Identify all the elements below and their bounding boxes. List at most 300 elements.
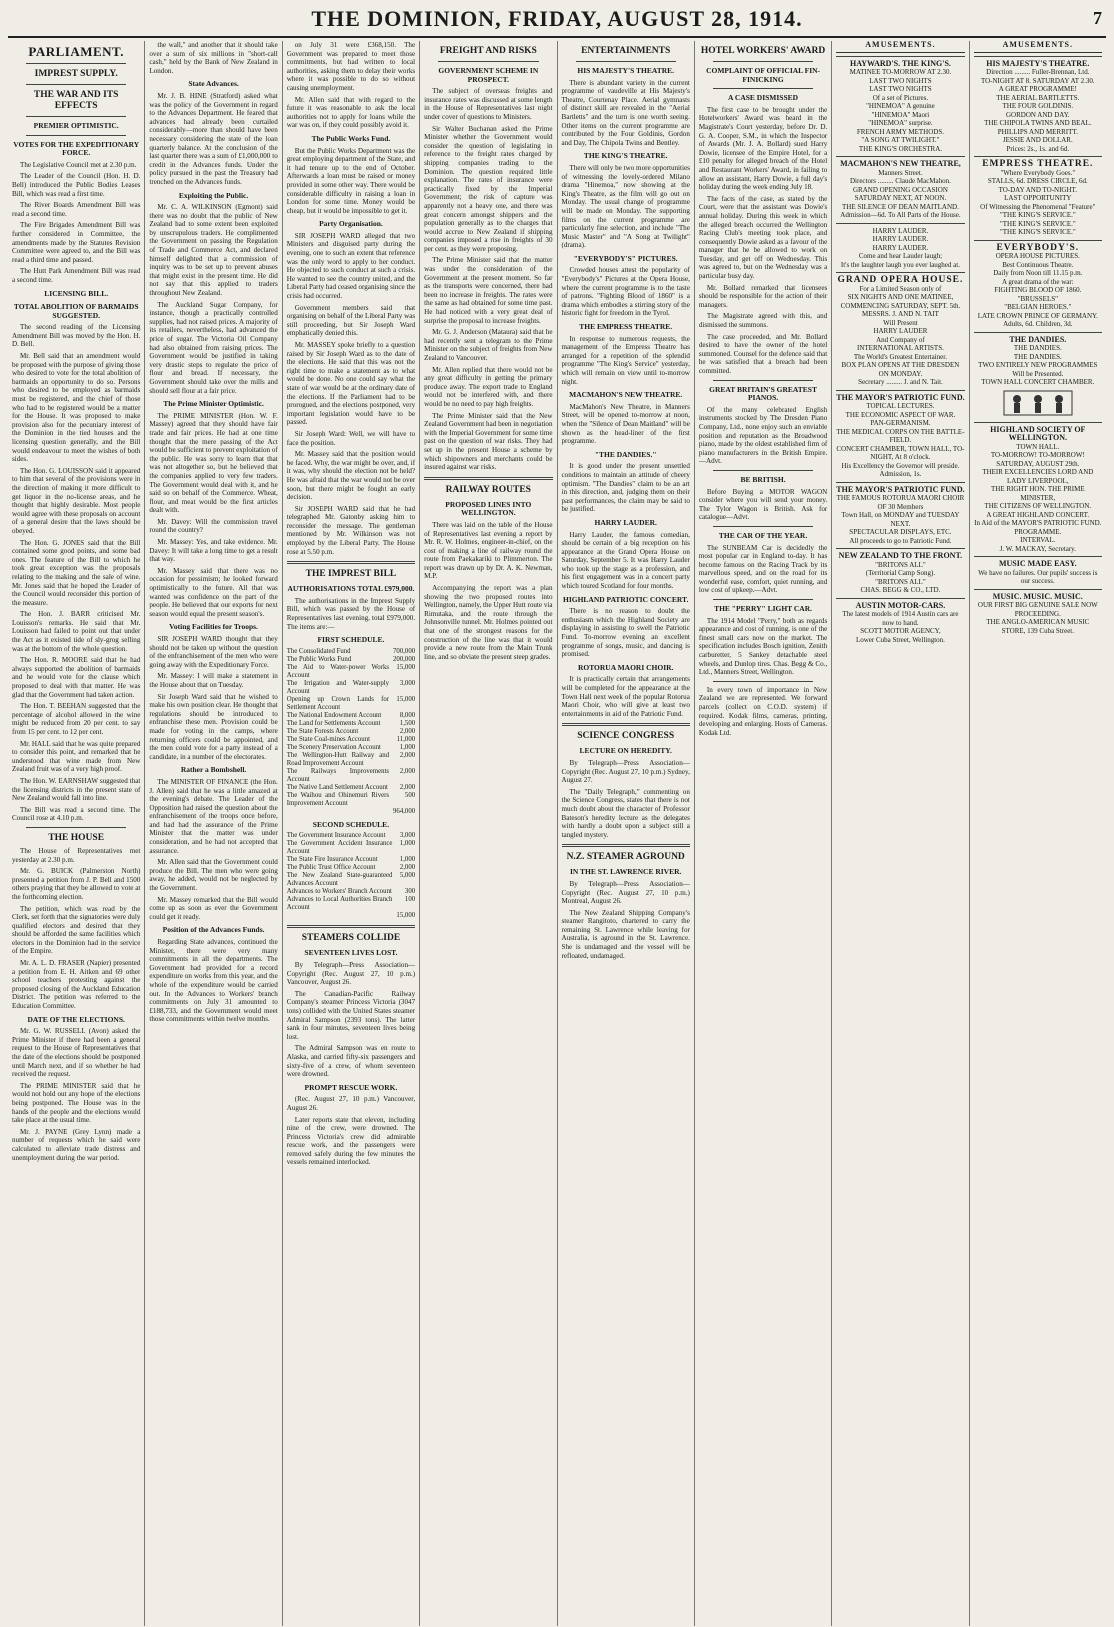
divider [26,827,126,828]
schedule-item: The Land for Settlements Account [286,719,381,727]
first-schedule-table [287,648,415,816]
schedule-item: The Waihou and Ohinemuri Rivers Improvement Account [286,791,390,807]
divider [713,470,813,471]
schedule-row [287,680,415,696]
section-header: AMUSEMENTS. [974,41,1102,53]
paragraph: Sir Walter Buchanan asked the Prime Minister whether the Government would consider the question of legislating in reference to the freight rates charged by shipping companies trading to the Dominion. The question required little explanation. The rates of insurance were practically fixed by the Imperial Government; the risk of capture was apparently not a heavy one, and there was great concern amongst shippers and the population generally as to the charges that would accrue to New Zealand if shipping companies imposed a rise in freights of 30 per cent. as they were proposing. [424,124,553,253]
divider [287,925,415,928]
schedule-item: The Native Land Settlement Account [286,783,388,791]
subhead: AUTHORISATIONS TOTAL £979,000. [287,584,415,594]
advert-music-sale [974,589,1102,639]
subhead: State Advances. [188,79,239,89]
advert-heading: THE DANDIES. [1009,334,1067,344]
paragraph: The subject of overseas freights and insurance rates was discussed at some length in the House of Representatives last night under cover of questions to Ministers. [424,87,553,121]
paragraph: Mr. Allen replied that there would not be any great difficulty in getting the primary produce away. The export trade to England would not be interfered with, and there would be no need to pay high freights. [424,365,553,408]
divider [26,63,126,64]
subhead: PROMPT RESCUE WORK. [304,1082,398,1092]
advert-line: THE FAMOUS ROTORUA MAORI CHOIR OF 30 Members [836,494,965,511]
schedule-row [287,648,415,656]
advert-line: "A SONG AT TWILIGHT." [861,136,940,145]
schedule-row [287,856,415,864]
subhead: GOVERNMENT SCHEME IN PROSPECT. [438,66,539,84]
advert-line: LATE CROWN PRINCE OF GERMANY. [977,311,1098,320]
schedule-item: The Government Accident Insurance Account [286,840,393,856]
paragraph: SIR JOSEPH WARD thought that they should not be taken up without the question of the enfranchisement of the men who were going away with the Expeditionary Force. [149,635,278,669]
advert-line: PROGRAMME. [1014,527,1062,536]
advert-line: CONCERT CHAMBER, TOWN HALL, TO-NIGHT, At 8 o'clock. [836,444,965,462]
advert-line: "BRITONS ALL" [875,577,926,586]
divider [576,61,676,62]
column-5 [558,41,695,1626]
schedule-amount: 2,000 [399,727,416,735]
advert-line: MESSRS. J. AND N. TAIT [861,310,939,319]
advert-heading: HIGHLAND SOCIETY OF WELLINGTON. [990,424,1086,443]
advert-line: THE DANDIES. [1013,344,1062,353]
subhead: PROPOSED LINES INTO WELLINGTON. [445,499,532,518]
advert-line: (Territorial Camp Song). [865,569,936,578]
schedule-item: The Irrigation and Water-supply Account [286,679,390,695]
schedule-amount: 3,000 [399,832,416,840]
schedule-row [287,832,415,840]
advert-lines [836,402,964,479]
advert-the-dandies [974,332,1102,422]
schedule-item: The Scenery Preservation Account [286,743,381,751]
paragraph: The first case to be brought under the Hotelworkers' Award was heard in the Magistrate's Court yesterday, before Dr. D. G. A. Cooper, S.M., in which the Inspector of Awards (Mr. J. A. Bollard) sued Harry Dowie, licensee of the Empire Hotel, for a £10 penalty for alleged breach of the Hotel and Restaurant Workers' Award, in failing to allow an assistant, Harry Dowie, a full day's holiday during the week ending July 18. [698,105,828,192]
schedule-item: The Government Insurance Account [286,832,386,840]
advert-heading: EVERYBODY'S. [996,242,1080,253]
advert-heading: EMPRESS THEATRE. [982,159,1094,170]
schedule-row [287,752,415,768]
paragraph: The Prime Minister said that the matter was under the consideration of the Government at the present moment. So far as the transports were concerned, there had been no increase in freights. The rates were the same as had obtained for some time past. He had noticed with a very great deal of surprise the proposal to increase freights. [424,256,553,325]
advert-lines [836,494,964,545]
schedule-item: Advances to Workers' Branch Account [286,888,392,896]
subhead: The Prime Minister Optimistic. [163,399,264,409]
subhead: HIGHLAND PATRIOTIC CONCERT. [563,594,689,604]
paragraph: Accompanying the report was a plan showing the two proposed routes into Wellington, namely, the Upper Hutt route via Rimutaka, and the route through the Johnsonville tunnel. Mr. Holmes pointed out that one of the strongest reasons for the construction of the line was that it would provide a new route from the Main Trunk line, and so obviate the present steep grades. [424,584,553,661]
schedule-row [287,872,415,888]
advert-austin-motor-cars [836,598,964,648]
paragraph: The SUNBEAM Car is decidedly the most popular car in England to-day. It has become famous on the Racing Track by its marvellous speed, and on the road for its wonderful ease, comfort, quiet running, and low cost of upkeep.—Advt. [698,543,828,595]
schedule-row [287,744,415,752]
schedule-total: 964,000 [393,807,416,815]
advert-line: GORDON AND DAY. [1006,110,1070,119]
schedule-item: The Public Trust Office Account [286,864,376,872]
page-number: 7 [1093,8,1102,28]
advert-line: HARRY LAUDER [873,327,928,336]
paragraph: Mr. Massey remarked that the Bill would come up as soon as ever the Government could get it ready. [149,895,278,921]
subhead: LECTURE ON HEREDITY. [579,746,672,756]
schedule-amount: 2,000 [399,864,416,872]
paragraph: There is no reason to doubt the enthusiasm which the Highland Society are displaying in assisting to swell the Patriotic Fund. To-morrow evening an excellent programme of songs, music, and dancing is promised. [561,607,690,659]
advert-line: The World's Greatest Entertainer. [853,352,947,361]
advert-his-majestys [974,56,1102,157]
advert-line: SATURDAY NEXT, AT NOON. [854,194,947,203]
schedule-row [287,720,415,728]
advert-line: THE ECONOMIC ASPECT OF WAR. [845,410,956,419]
paragraph: It is practically certain that arrangements will be completed for the appearance at the Town Hall next week of the popular Rotorua Maori Choir, who will give at least two entertainments in aid of the Patriotic Fund. [561,675,690,718]
subhead: ROTORUA MAORI CHOIR. [577,662,674,672]
advert-line: FIGHTING BLOOD OF 1860. [994,286,1082,295]
advert-line: Of Witnessing the Phenomenal "Feature" [980,202,1096,211]
schedule-amount: 100 [404,896,416,904]
second-schedule-table [287,832,415,920]
advert-lines [836,227,964,270]
advert-line: Of a set of Pictures. [872,93,929,102]
advert-line: Will be Presented. [1012,369,1064,378]
advert-line: THE RIGHT HON. THE PRIME MINISTER, [990,485,1085,502]
schedule-item: The State Coal-mines Account [286,735,370,743]
advert-line: THE CHIPOLA TWINS AND BEAL. [984,119,1092,128]
paragraph: The River Boards Amendment Bill was read a second time. [12,201,141,218]
paragraph: Mr. G. BUICK (Palmerston North) presented a petition from J. P. Bell and 1500 others praying that they be allowed to vote at the forthcoming election. [12,867,141,901]
schedule-item: Opening up Crown Lands for Settlement Account [286,695,390,711]
divider [713,681,813,682]
paragraph: on July 31 were £368,150. The Government was prepared to meet those commitments, but had written to local authorities, asking them to delay their works where it was possible to do so without causing unemployment. [286,41,416,92]
advert-heading: AUSTIN MOTOR-CARS. [855,600,946,610]
advert-line: Directors ......... Claude MacMahon. [849,177,951,186]
advert-line: "Where Everybody Goes." [1000,168,1076,177]
column-8-amusements [970,41,1106,1626]
advert-heading: THE MAYOR'S PATRIOTIC FUND. [836,484,965,494]
paragraph: By Telegraph—Press Association—Copyright (Rec. August 27, 10 p.m.) Vancouver, August 26. [286,961,416,987]
advert-line: HARRY LAUDER. [872,235,929,244]
advert-britons-all [836,548,964,598]
schedule-row [287,656,415,664]
subhead: THE WAR AND ITS EFFECTS [33,90,119,111]
advert-line: TO-DAY AND TO-NIGHT. [998,185,1078,194]
subhead: PREMIER OPTIMISTIC. [33,121,119,130]
schedule-item: The National Endowment Account [286,711,382,719]
paragraph: Mr. Davey: Will the commission travel round the country? [149,517,278,535]
schedule-row [287,840,415,856]
advert-line: THE ANGLO-AMERICAN MUSIC STORE, 139 Cuba Street. [986,618,1090,635]
schedule-item: The State Forests Account [286,727,359,735]
paragraph: In response to numerous requests, the management of the Empress Theatre has arranged for a repetition of the splendid programme "The King's Service" yesterday, which will remain on view until to-morrow night. [561,334,690,386]
advert-line: LAST TWO NIGHTS [869,85,932,94]
column-3 [283,41,420,1626]
paragraph: The Legislative Council met at 2.30 p.m. [20,160,137,169]
paragraph: The "Daily Telegraph," commenting on the Science Congress, states that there is not much doubt about the character of Professor Bateson's heredity lecture as the delegates with hardly a doubt upon a subject still a tangled mystery. [561,787,690,839]
subhead: Voting Facilities for Troops. [169,622,258,632]
advert-everybodys [974,240,1102,332]
subhead: GREAT BRITAIN'S GREATEST PIANOS. [709,384,817,403]
advert-lines [836,169,964,220]
divider [438,61,538,62]
schedule-row [287,792,415,808]
paragraph: Mr. C. A. WILKINSON (Egmont) said there was no doubt that the public of New Zealand had to some extent been exploited by unscrupulous traders. He complimented the Government on passing the Regulation of Trade and Commerce Act, and declared himself delighted that a commission of inquiry was to be set up to prevent abuses that might exist in the present time. He did not say that this applied to traders throughout New Zealand. [149,203,278,298]
subhead: RAILWAY ROUTES [445,484,531,495]
paragraph: The Leader of the Council (Hon. H. D. Bell) introduced the Public Bodies Leases Bill, which was read a first time. [12,172,141,198]
subhead: SECOND SCHEDULE. [312,819,390,829]
subhead: Exploiting the Public. [178,190,249,200]
divider [562,844,690,847]
column-6 [695,41,832,1626]
paragraph: The case proceeded, and Mr. Bollard desired to have the owner of the hotel summoned. Counsel for the defence said that he was satisfied that a breach had been committed. [698,332,828,375]
paragraph: The PRIME MINISTER said that he would not hold out any hope of the elections being postponed. The House was in the hands of the people and the elections would take place at the usual time. [12,1081,141,1125]
subhead: DATE OF THE ELECTIONS. [27,1014,125,1024]
schedule-amount: 11,000 [396,735,416,743]
paragraph: Mr. J. PAYNE (Grey Lynn) made a number of requests which he said were calculated to alleviate trade distress and unemployment during the war period. [12,1127,141,1162]
paragraph: Harry Lauder, the famous comedian, should be certain of a big reception on his appearance at the Grand Opera House on Saturday, September 5. It was Harry Lauder who took up the stage as a profession, and his first engagement was in a concert party which toured Scotland for four months. [561,530,690,591]
subhead: "EVERYBODY'S" PICTURES. [573,253,678,263]
subhead: LICENSING BILL. [44,288,109,298]
subhead: A CASE DISMISSED [728,93,799,103]
advert-line: LAST TWO NIGHTS [869,76,932,85]
paragraph: Mr. J. B. HINE (Stratford) asked what was the policy of the Government in regard to the Advances Department. He feared that advances had already been curtailed considerably—more than should have been necessary considering the state of the loan quarterly balance. At the conclusion of the last quarter there was a sum of £1,000,000 to credit in the Advances funds. Under the policy pursued in the past the Treasury had trenched on the Advances funds. [149,91,278,186]
subhead: IMPREST SUPPLY. [34,69,118,79]
paragraph: the wall," and another that it should take over a sum of six millions in "short-call cash," held by the Bank of New Zealand in London. [149,41,278,75]
advert-line: COMMENCING SATURDAY, SEPT. 5th. [840,301,961,310]
advert-line: Secretary ......... J. and N. Tait. [858,378,943,387]
advert-line: TOWN HALL CONCERT CHAMBER. [981,378,1095,387]
advert-line: INTERNATIONAL ARTISTS. [857,344,944,353]
paragraph: Mr. HALL said that he was quite prepared to consider this point, and remarked that he understood that wine made from New Zealand fruit was of a very high proof. [12,739,141,774]
paragraph: Mr. Allen said that the Government could produce the Bill. The men who were going away, he added, would not be neglected by the Government. [149,858,278,893]
subhead: VOTES FOR THE EXPEDITIONARY FORCE. [13,139,140,158]
paragraph: By Telegraph—Press Association—Copyright (Rec. August 27, 10 p.m.) Sydney, August 27. [561,758,690,785]
advert-line: OUR FIRST BIG GENUINE SALE NOW PROCEEDING. [977,601,1098,618]
subhead: Party Organisation. [319,219,383,229]
advert-line: "HINEMOA" A genuine [866,102,935,111]
advert-line: Admission—6d. To All Parts of the House. [840,211,961,220]
advert-line: MATINEE TO-MORROW AT 2.30. [849,68,952,77]
advert-lines [836,285,964,387]
paragraph: The Hon. T. BEEHAN suggested that the percentage of alcohol allowed in the wine might be reduced from 20 per cent. to say from 15 per cent. to 12 per cent. [12,702,141,736]
paragraph: The Magistrate agreed with this, and dismissed the summons. [698,312,828,330]
paragraph: Before Buying a MOTOR WAGON consider where you will send your money. The Tylor Wagon is British. Ask for catalogue—Advt. [698,487,828,522]
subhead: HARRY LAUDER. [594,517,657,527]
paragraph: The petition, which was read by the Clerk, set forth that the signatories were duly qualified electors and desired that they should be afforded the same facilities which electors in the Dominion had in the service of the Empire. [12,904,141,956]
schedule-amount: 3,000 [399,679,416,687]
paragraph: The PRIME MINISTER (Hon. W. F. Massey) agreed that they should have fair trade and fair prices. He had at one time thought that the mere passing of the Act would be sufficient to prevent exploitation of the public. He was sorry to learn that that was not altogether so, but he believed that the companies applied to very few traders. The Government would deal with it, and he said so on behalf of the Commerce. Wheat, flour, and meat would be the first articles dealt with. [149,411,278,515]
advert-line: Come and hear Lauder laugh; [858,252,943,261]
paragraph: Regarding State advances, continued the Minister, there were very many commitments in all the departments. The Government had provided for a record expenditure on works from this year, and the whole of the expenditure would be carried out. In the Advances to Workers' branch commitments on July 31 amounted to £188,733, and the Government would meet those commitments within twelve months. [149,938,278,1024]
paragraph: Of the many celebrated English instruments stocked by The Dresden Piano Company, Ltd., none enjoy such an enviable position and reputation as the Broadwood piano, made by the oldest established firm of piano manufacturers in the British Empire.—Advt. [698,405,828,466]
advert-lines [836,68,964,153]
advert-line: "HINEMOA" surprise. [868,119,933,128]
paragraph: The 1914 Model "Perry," both as regards appearance and cost of running, is one of the finest small cars now on the market. The specification includes Bosch ignition, Zenith carburetter, 5 Sankey detachable steel wheels, and Dunlop tires. Chas. Begg & Co., Ltd., Manners Street, Wellington. [698,616,828,677]
advert-lines [974,169,1102,237]
schedule-row [287,896,415,912]
subhead: THE "PERRY" LIGHT CAR. [714,604,813,614]
subhead: IN THE ST. LAWRENCE RIVER. [569,867,682,877]
schedule-amount: 300 [404,888,416,896]
subhead: TOTAL ABOLITION OF BARMAIDS SUGGESTED. [13,302,139,320]
schedule-amount: 15,000 [396,695,416,703]
divider [26,116,126,117]
advert-line: Will Present [883,318,918,327]
schedule-row [287,768,415,784]
subhead: HOTEL WORKERS' AWARD [700,46,826,56]
paragraph: The authorisations in the Imprest Supply Bill, which was passed by the House of Representatives last evening, total £979,000. The items are:— [286,596,416,631]
advert-line: TO-NIGHT AT 8. SATURDAY AT 2.30. [980,76,1095,85]
advert-line: Admission, 1s. [879,470,922,479]
paragraph: MacMahon's New Theatre, in Manners Street, will be opened to-morrow at noon, when the "Silence of Dean Maitland" will be shown as the head-liner of the first programme. [561,402,690,446]
paragraph: Mr. Massey said that there was no occasion for pessimism; he looked forward optimistically to the future. All that was wanted was confidence on the part of the people. He believed that our exports for next season would equal the present season's. [149,566,278,618]
schedule-row [287,784,415,792]
schedule-total: 15,000 [396,912,416,920]
advert-line: Prices: 2s., 1s. and 6d. [1006,144,1070,153]
paragraph: Mr. A. L. D. FRASER (Napier) presented a petition from E. H. Aitken and 69 other school teachers protesting against the proposed closing of the Auckland Education District. The petition was referred to the Education Committee. [12,959,141,1011]
paragraph: Later reports state that eleven, including nine of the crew, were drowned. The Princess Victoria's crew did admirable rescue work, and the passengers were removed safely during the few minutes the vessels remained interlocked. [286,1115,416,1167]
advert-line: Adults, 6d. Children, 3d. [1003,320,1073,329]
subhead: THE CAR OF THE YEAR. [718,530,808,540]
schedule-item: The Consolidated Fund [286,647,351,655]
paragraph: Sir Joseph Ward said that he wished to make his own position clear. He thought that regulations should be introduced to enfranchise these men. Provision could be made for voting in the camps, where returning officers could be appointed, and the men could vote for a party instead of a candidate, in a number of the electorates. [149,692,278,761]
paragraph: Mr. Allen said that with regard to the future it was reasonable to ask the local authorities not to apply for loans while the war was on, if they could possibly avoid it. [286,95,416,130]
advert-line: SIX NIGHTS AND ONE MATINEE, [847,293,954,302]
divider [562,723,690,726]
advert-line: A GREAT PROGRAMME! [998,85,1077,94]
advert-line: FRENCH ARMY METHODS. [856,127,944,136]
subhead: Position of the Advances Funds. [162,925,265,935]
advert-kings-theatre [836,56,964,157]
subhead: MACMAHON'S NEW THEATRE. [569,390,683,400]
advert-line: THE AERIAL BARTLETTS. [996,93,1080,102]
paragraph: Mr. Massey: Yes, and take evidence. Mr. Davey: It will take a long time to get a result that way. [149,538,278,564]
schedule-amount: 1,000 [399,743,416,751]
advert-line: "HINEMOA" Maori [871,110,930,119]
paragraph: Mr. Bollard remarked that licensees should be responsible for the action of their managers. [698,283,828,309]
paragraph: The Hon. G. JONES said that the Bill contained some good points, and some bad ones. The feature of the Bill to which he took great exception was the proposals relating to the making and the sale of wine. Mr. Jones said that he hoped the Leader of the Council would reconsider this portion of the measure. [12,538,141,607]
subhead: STEAMERS COLLIDE [301,933,401,944]
advert-line: THE KING'S ORCHESTRA. [858,144,942,153]
advert-line: PHILLIPS AND MERRITT. [997,127,1078,136]
schedule-row [287,864,415,872]
advert-line: And Company of [876,335,925,344]
advert-macmahons [836,156,964,223]
subhead: The Public Works Fund. [311,133,391,143]
paragraph: Crowded houses attest the popularity of "Everybody's" Pictures at the Opera House, where the current programme is to the taste of patrons. "Fighting Blood of 1860" is a drama which embodies a stirring story of the historic fight for freedom in the Tyrol. [561,266,690,318]
paragraph: By Telegraph—Press Association—Copyright (Rec. August 27, 10 p.m.) Montreal, August 26. [561,879,690,906]
advert-line: JESSIE AND DOLLAR. [1002,136,1073,145]
schedule-row [287,728,415,736]
divider [713,88,813,89]
advert-heading: GRAND OPERA HOUSE. [837,275,964,286]
paragraph: Government members said that organising on behalf of the Liberal Party was still proceeding, but Sir Joseph Ward emphatically denied this. [286,303,416,338]
advert-line: SCOTT MOTOR AGENCY, [860,627,941,636]
paragraph: But the Public Works Department was the great employing department of the State, and it had tenure up to the end of October. Afterwards a loan must be raised or money provided in some other way. There would be considerable difficulty in raising a loan in London for some time. Money would be cheap, but it would be impossible to get it. [286,146,416,215]
advert-lines [836,561,964,595]
schedule-amount: 1,000 [399,856,416,864]
advert-heading: MUSIC. MUSIC. MUSIC. [992,591,1083,601]
advert-line: Daily from Noon till 11.15 p.m. [993,269,1083,278]
advert-line: THE DANDIES. [1013,352,1062,361]
advert-line: TO-MORROW! TO-MORROW! [990,451,1085,460]
schedule-row [287,736,415,744]
advert-line: THE CITIZENS OF WELLINGTON. [984,502,1092,511]
advert-line: SATURDAY, AUGUST 29th. [996,459,1080,468]
advert-line: INTERVAL. [1020,536,1056,545]
subhead: SCIENCE CONGRESS [577,731,675,742]
paragraph: The Auckland Sugar Company, for instance, though a practically controlled supplies, had not raised prices. A majority of its retailers, nevertheless, had advanced the price of sugar. The Victoria Oil Company had also obtained from raising prices. The Government would be justified in taking very drastic steps to regulate the price of flour and bread. If necessary, the Government should take over the mills and should sell flour at a fair price. [149,300,278,395]
column-1 [8,41,145,1626]
paragraph: Sir JOSEPH WARD said that he had telegraphed Mr. Gatonby asking him to reconsider the message. The gentleman mentioned by Mr. Wilkinson was not employed by the Liberal Party. The House rose at 5.50 p.m. [286,504,416,556]
advert-line: OPERA HOUSE PICTURES. [995,252,1080,261]
section-header: AMUSEMENTS. [836,41,964,53]
advert-line: GRAND OPENING OCCASION [852,185,948,194]
paragraph: Mr. G. W. RUSSELL (Avon) asked the Prime Minister if there had been a general request to the House of Representatives that the date of the elections should be postponed until March next, and if so whether he had received the request. [12,1027,141,1079]
advert-heading: MACMAHON'S NEW THEATRE, [840,159,961,169]
schedule-amount: 5,000 [399,872,416,880]
advert-line: THEIR EXCELLENCIES LORD AND LADY LIVERPOOL, [982,468,1094,485]
subhead: THE HOUSE [48,832,105,843]
advert-line: Lower Cuba Street, Wellington. [855,635,945,644]
paragraph: There was laid on the table of the House of Representatives last evening a report by Mr. R. W. Holmes, engineer-in-chief, on the cost of making a line of railway round the route from Paekakariki to Plimmerton. The report was drawn up by Dr. A. K. Newman, M.P. [424,520,553,581]
paragraph: The MINISTER OF FINANCE (the Hon. J. Allen) said that he was a little amazed at the evening's debate. The Leader of the Opposition had raised the question about the enfranchisement of the troops once before, and had had the assurance of the Prime Minister that the matter was under consideration, and he had not accepted that assurance. [149,777,278,855]
advert-heading: HIS MAJESTY'S THEATRE. [986,58,1090,68]
subhead: THE IMPREST BILL [305,569,397,580]
schedule-item: The Wellington-Hutt Railway and Road Improvement Account [286,751,390,767]
schedule-amount: 8,000 [399,711,416,719]
advert-line: "BRITONS ALL" [875,560,926,569]
advert-lines [974,601,1102,635]
advert-patriotic-lectures [836,390,964,482]
advert-heading: THE MAYOR'S PATRIOTIC FUND. [836,392,965,402]
advert-music-lessons [974,556,1102,589]
advert-line: "THE KING'S SERVICE." [999,211,1076,220]
advert-line: THE SILENCE OF DEAN MAITLAND. [842,202,959,211]
divider [713,599,813,600]
advert-line: BOX PLAN OPENS AT THE DRESDEN ON MONDAY. [841,361,960,378]
paragraph: Mr. MASSEY spoke briefly to a question raised by Sir Joseph Ward as to the date of the elections. He said that this was not the right time to make a statement as to what would be done. No one could say what the state of war would be at the ordinary date of the elections. If the Parliament had to be prorogued, and the elections postponed, very important legislation would have to be passed. [286,341,416,427]
paragraph: The Hon. W. EARNSHAW suggested that the licensing districts in the present state of New Zealand would fall into line. [12,776,141,803]
advert-line: HARRY LAUDER. [872,226,929,235]
advert-line: TOPICAL LECTURES. [866,402,935,411]
advert-heading: MUSIC MADE EASY. [998,559,1077,569]
advert-line: Town Hall, on MONDAY and TUESDAY NEXT. [841,511,960,528]
advert-heading: NEW ZEALAND TO THE FRONT. [838,551,963,561]
paragraph: Mr. Massey: I will make a statement in the House about that on Tuesday. [149,672,278,689]
schedule-amount: 15,000 [396,663,416,671]
paragraph: Mr. Massey said that the position would be faced. Why, the war might be over, and, if it was, why should the election not be held? He was afraid that the war would not be over soon, but there might be fought an early decision. [286,450,416,502]
schedule-amount: 1,000 [399,840,416,848]
advert-heading: HAYWARD'S. THE KING'S. [849,58,951,68]
schedule-amount: 2,000 [399,783,416,791]
divider [713,380,813,381]
column-7-amusements [832,41,969,1626]
advert-line: A GREAT HIGHLAND CONCERT. [986,510,1090,519]
advert-grand-opera-house [836,272,964,390]
schedule-row [287,712,415,720]
schedule-amount: 200,000 [393,655,416,663]
advert-line: "BRUSSELS" [1017,294,1058,303]
paragraph: The Hon. R. MOORE said that he had always supported the abolition of barmaids and he would vote for the clause which proposed to deal with that matter. He was glad that the Government had taken action. [12,656,141,699]
schedule-row [287,696,415,712]
paragraph: The Hon. G. LOUISSON said it appeared to him that several of the provisions were in the direction of making it more difficult to get liquor in the no-license areas, and he thought that highly desirable. Most people would agree with these proposals on account of a general desire that the laws should be obeyed. [12,466,141,535]
divider [424,477,552,480]
paragraph: The Hon. J. BARR criticised Mr. Louisson's remarks. He said that Mr. Louisson had failed to point out that under the Act as it existed tide of sly-grog selling was at the bottom of the whole question. [12,610,141,653]
advert-line: "THE KING'S SERVICE." [999,228,1076,237]
paragraph: The House of Representatives met yesterday at 2.30 p.m. [12,846,141,864]
schedule-amount: 700,000 [393,647,416,655]
paragraph: There will only be two more opportunities of witnessing the lovely-ordered Milano drama "Hinemoa," now showing at the King's Theatre, as the film will go out on Monday. The usual change of programme will be made on Monday. The supporting films on the current programme are particularly fine selection, and include "The Music Master" and "A Song at Twilight" (drama). [561,163,690,250]
paragraph: The facts of the case, as stated by the Court, were that the assistant was Dowie's annual holiday. During this week in which the alleged breach occurred the Wellington Racing Club's meeting took place, and consequently Dowie asked as a favour of the manager that he be allowed to work on Tuesday, and get off on Wednesday. This was agreed to, but on the Wednesday was a particular busy day. [698,194,828,281]
paragraph: The Admiral Sampson was en route to Alaska, and carried fifty-six passengers and sixty-five of a crew, of whom seventeen were drowned. [286,1044,416,1079]
advert-lines [974,68,1102,153]
column-2 [145,41,282,1626]
advert-line: SPECTACULAR DISPLAYS, ETC. [849,528,952,537]
divider [713,526,813,527]
masthead-title: THE DOMINION, FRIDAY, AUGUST 28, 1914. [311,6,803,31]
advert-line: HARRY LAUDER. [872,243,929,252]
subhead: COMPLAINT OF OFFICIAL FIN-FINICKING [706,66,821,84]
advert-line: LAST OPPORTUNITY [1004,194,1072,203]
advert-line: Best Continuous Theatre. [1002,260,1074,269]
subhead: THE EMPRESS THEATRE. [579,322,673,332]
advert-lines [836,610,964,644]
subhead: HIS MAJESTY'S THEATRE. [577,66,674,75]
